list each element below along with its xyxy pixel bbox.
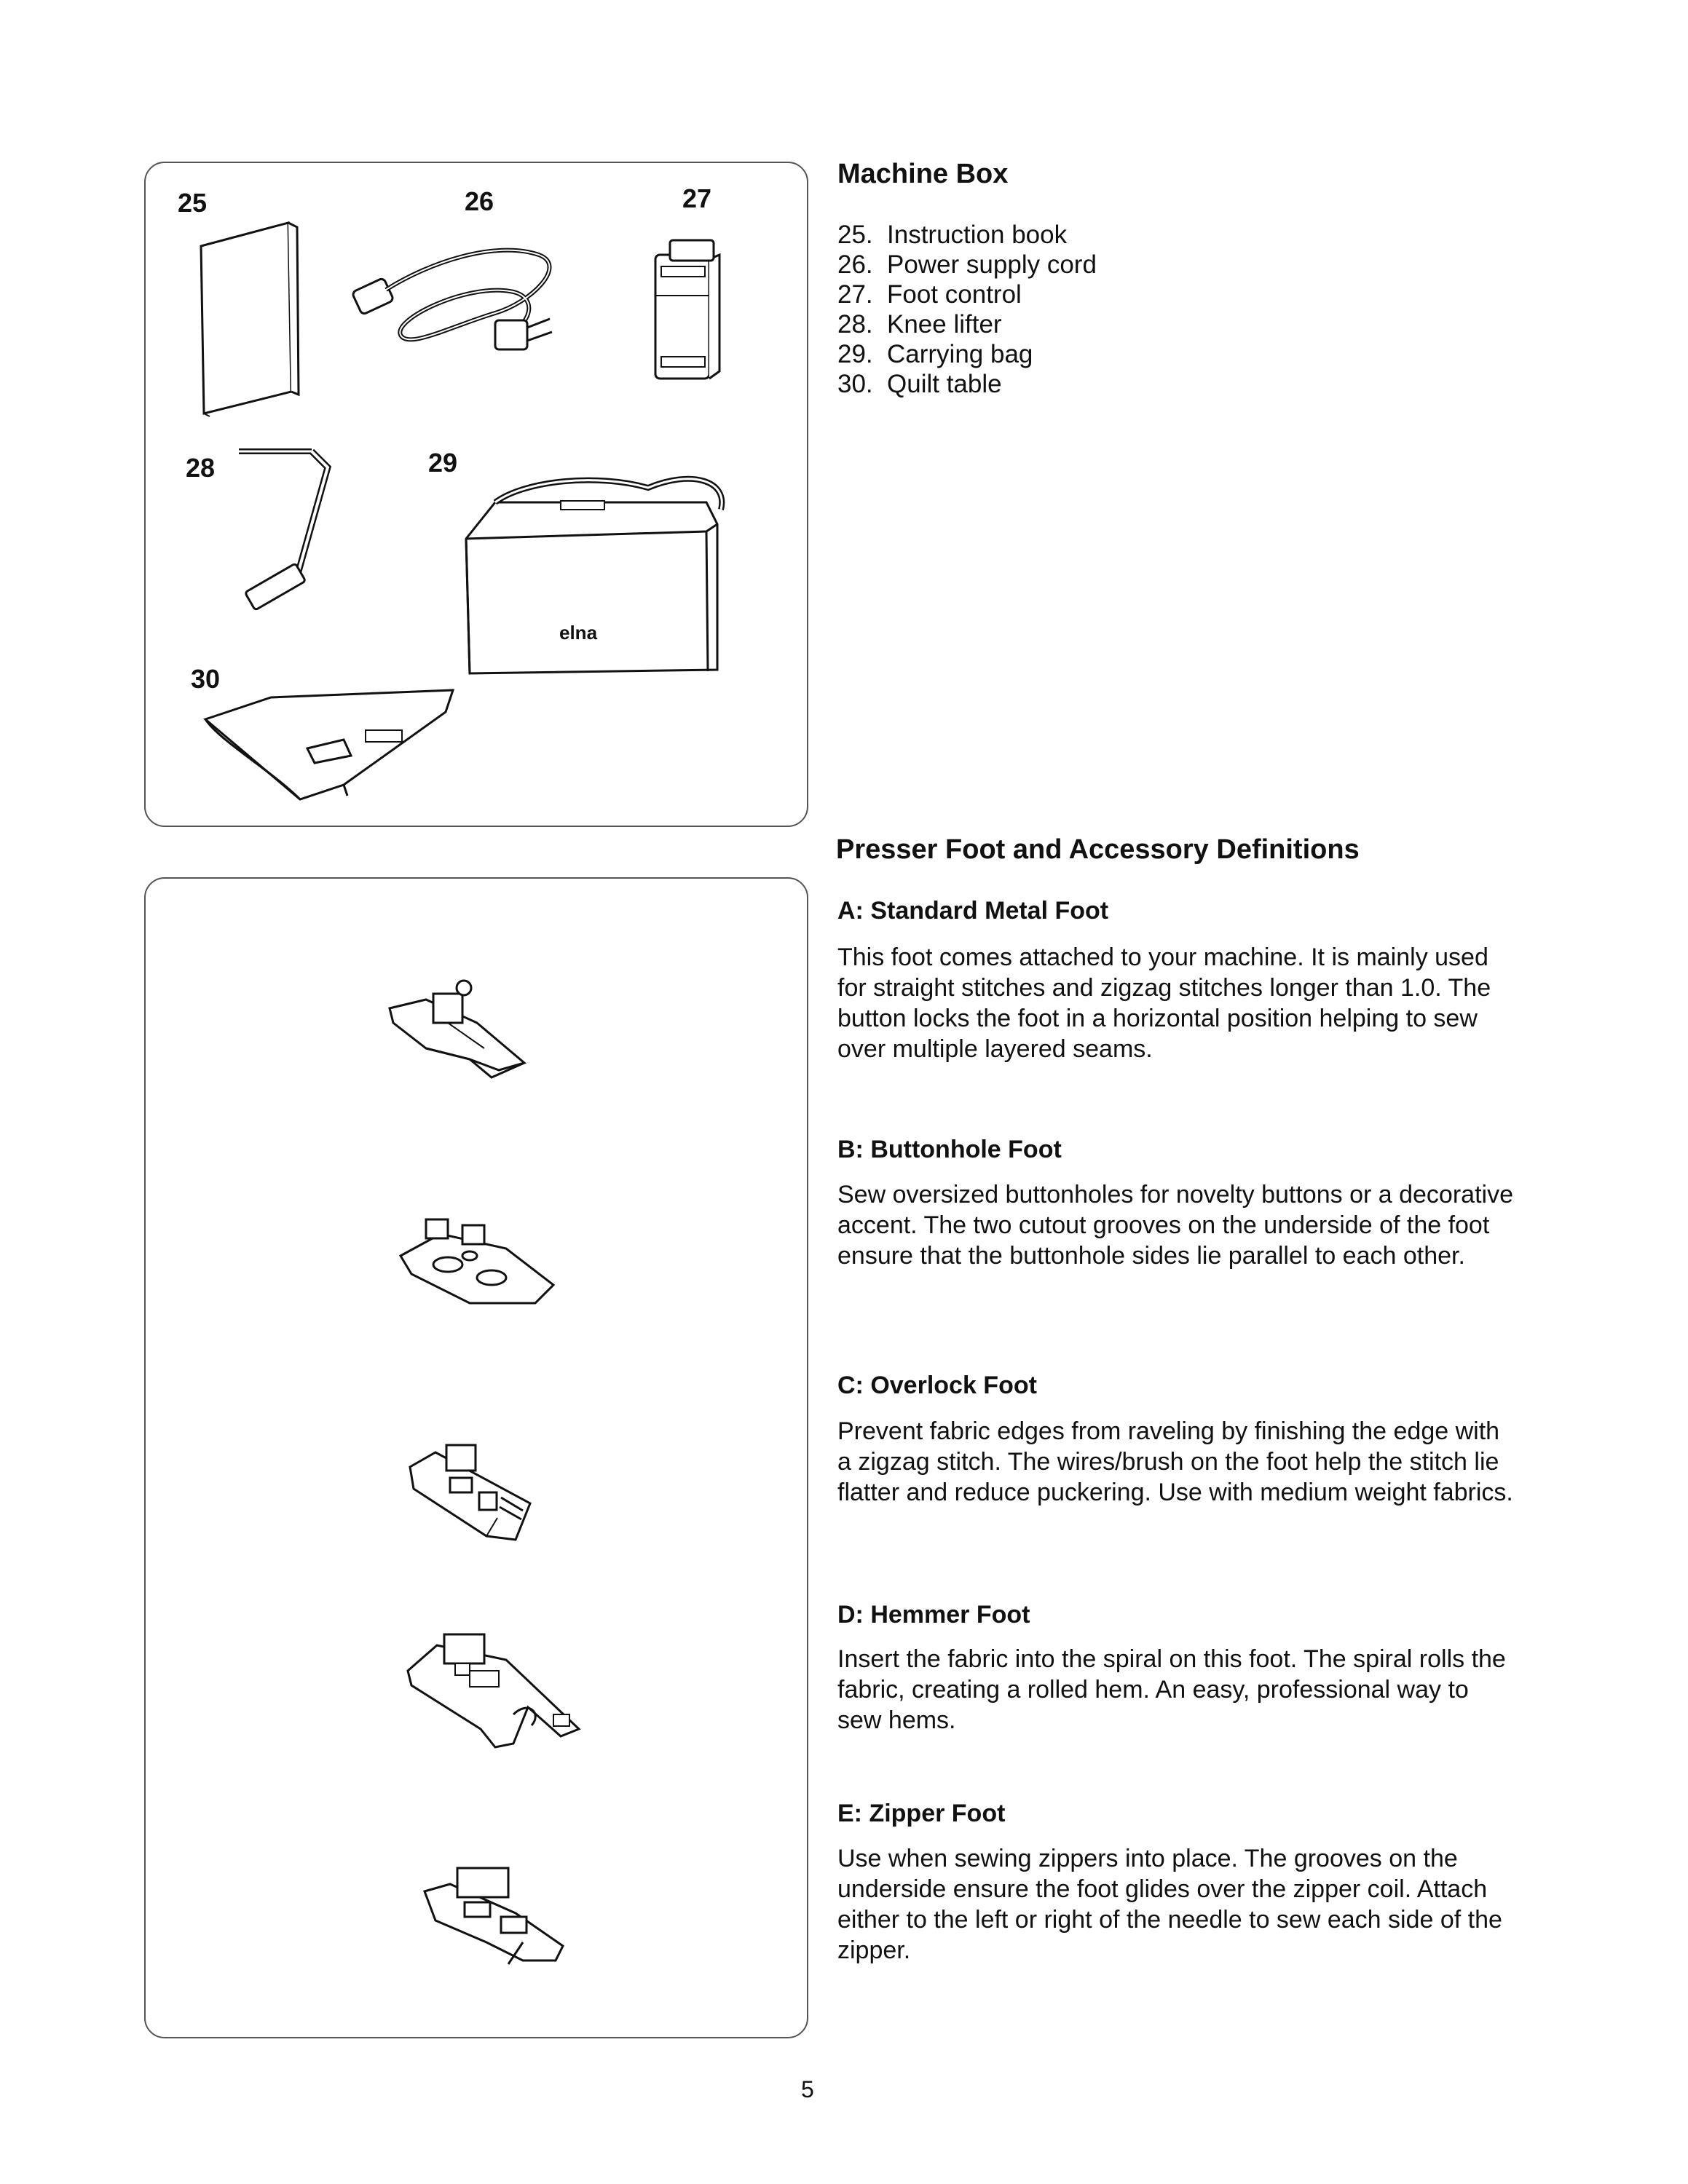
- item-label: Knee lifter: [887, 310, 1002, 339]
- item-label: Foot control: [887, 280, 1022, 309]
- machine-box-heading: Machine Box: [837, 159, 1009, 189]
- machine-box-list: [837, 220, 1097, 399]
- foot-d-heading: D: Hemmer Foot: [837, 1601, 1030, 1629]
- foot-c-description: Prevent fabric edges from raveling by finishing the edge with a zigzag stitch. The wires/brush on the foot help the stitch lie flatter and reduce puckering. Use with medium weight fabrics.: [837, 1417, 1513, 1506]
- instruction-book-illustration: [195, 217, 304, 417]
- page-number: 5: [801, 2076, 814, 2102]
- callout-25: 25: [178, 188, 208, 218]
- carrying-bag-illustration: [451, 466, 728, 684]
- foot-d-description: Insert the fabric into the spiral on this foot. The spiral rolls the fabric, creating a rolled hem. An easy, professional way to sew hems.: [837, 1645, 1506, 1734]
- list-item: [837, 220, 1097, 250]
- callout-30: 30: [191, 664, 221, 694]
- foot-b-description: Sew oversized buttonholes for novelty buttons or a decorative accent. The two cutout grooves on the underside of the foot ensure that the buttonhole sides lie parallel to each other.: [837, 1181, 1513, 1270]
- list-item: [837, 250, 1097, 280]
- item-number: 30.: [837, 370, 873, 398]
- callout-26: 26: [465, 186, 494, 216]
- bag-brand-logo: elna: [559, 622, 598, 644]
- power-cord-illustration: [350, 233, 583, 371]
- buttonhole-foot-illustration: [397, 1212, 557, 1321]
- list-item: [837, 369, 1097, 399]
- foot-b-heading: B: Buttonhole Foot: [837, 1136, 1062, 1163]
- foot-e-heading: E: Zipper Foot: [837, 1800, 1006, 1827]
- item-number: 29.: [837, 340, 873, 368]
- item-label: Carrying bag: [887, 340, 1033, 368]
- callout-27: 27: [682, 183, 712, 213]
- foot-control-illustration: [641, 226, 743, 386]
- item-number: 28.: [837, 310, 873, 339]
- item-label: Instruction book: [887, 221, 1068, 249]
- foot-c-heading: C: Overlock Foot: [837, 1372, 1037, 1399]
- list-item: [837, 339, 1097, 369]
- callout-28: 28: [186, 453, 216, 483]
- standard-metal-foot-illustration: [382, 979, 528, 1088]
- item-number: 27.: [837, 280, 873, 309]
- item-label: Quilt table: [887, 370, 1002, 398]
- foot-a-heading: A: Standard Metal Foot: [837, 897, 1109, 925]
- knee-lifter-illustration: [202, 446, 348, 642]
- accessory-definitions-heading: Presser Foot and Accessory Definitions: [836, 834, 1360, 865]
- item-label: Power supply cord: [887, 250, 1097, 279]
- quilt-table-illustration: [198, 646, 460, 807]
- list-item: [837, 309, 1097, 339]
- zipper-foot-illustration: [421, 1862, 567, 1979]
- item-number: 26.: [837, 250, 873, 279]
- hemmer-foot-illustration: [404, 1627, 583, 1758]
- foot-e-description: Use when sewing zippers into place. The grooves on the underside ensure the foot glides over the zipper coil. Attach either to the left or right of the needle to sew each side of the zipper.: [837, 1845, 1502, 1964]
- callout-29: 29: [428, 448, 458, 478]
- overlock-foot-illustration: [406, 1438, 537, 1547]
- foot-a-description: This foot comes attached to your machine. It is mainly used for straight stitches and zigzag stitches longer than 1.0. The button locks the foot in a horizontal position helping to sew over multiple layered seams.: [837, 943, 1491, 1063]
- item-number: 25.: [837, 221, 873, 249]
- list-item: [837, 280, 1097, 309]
